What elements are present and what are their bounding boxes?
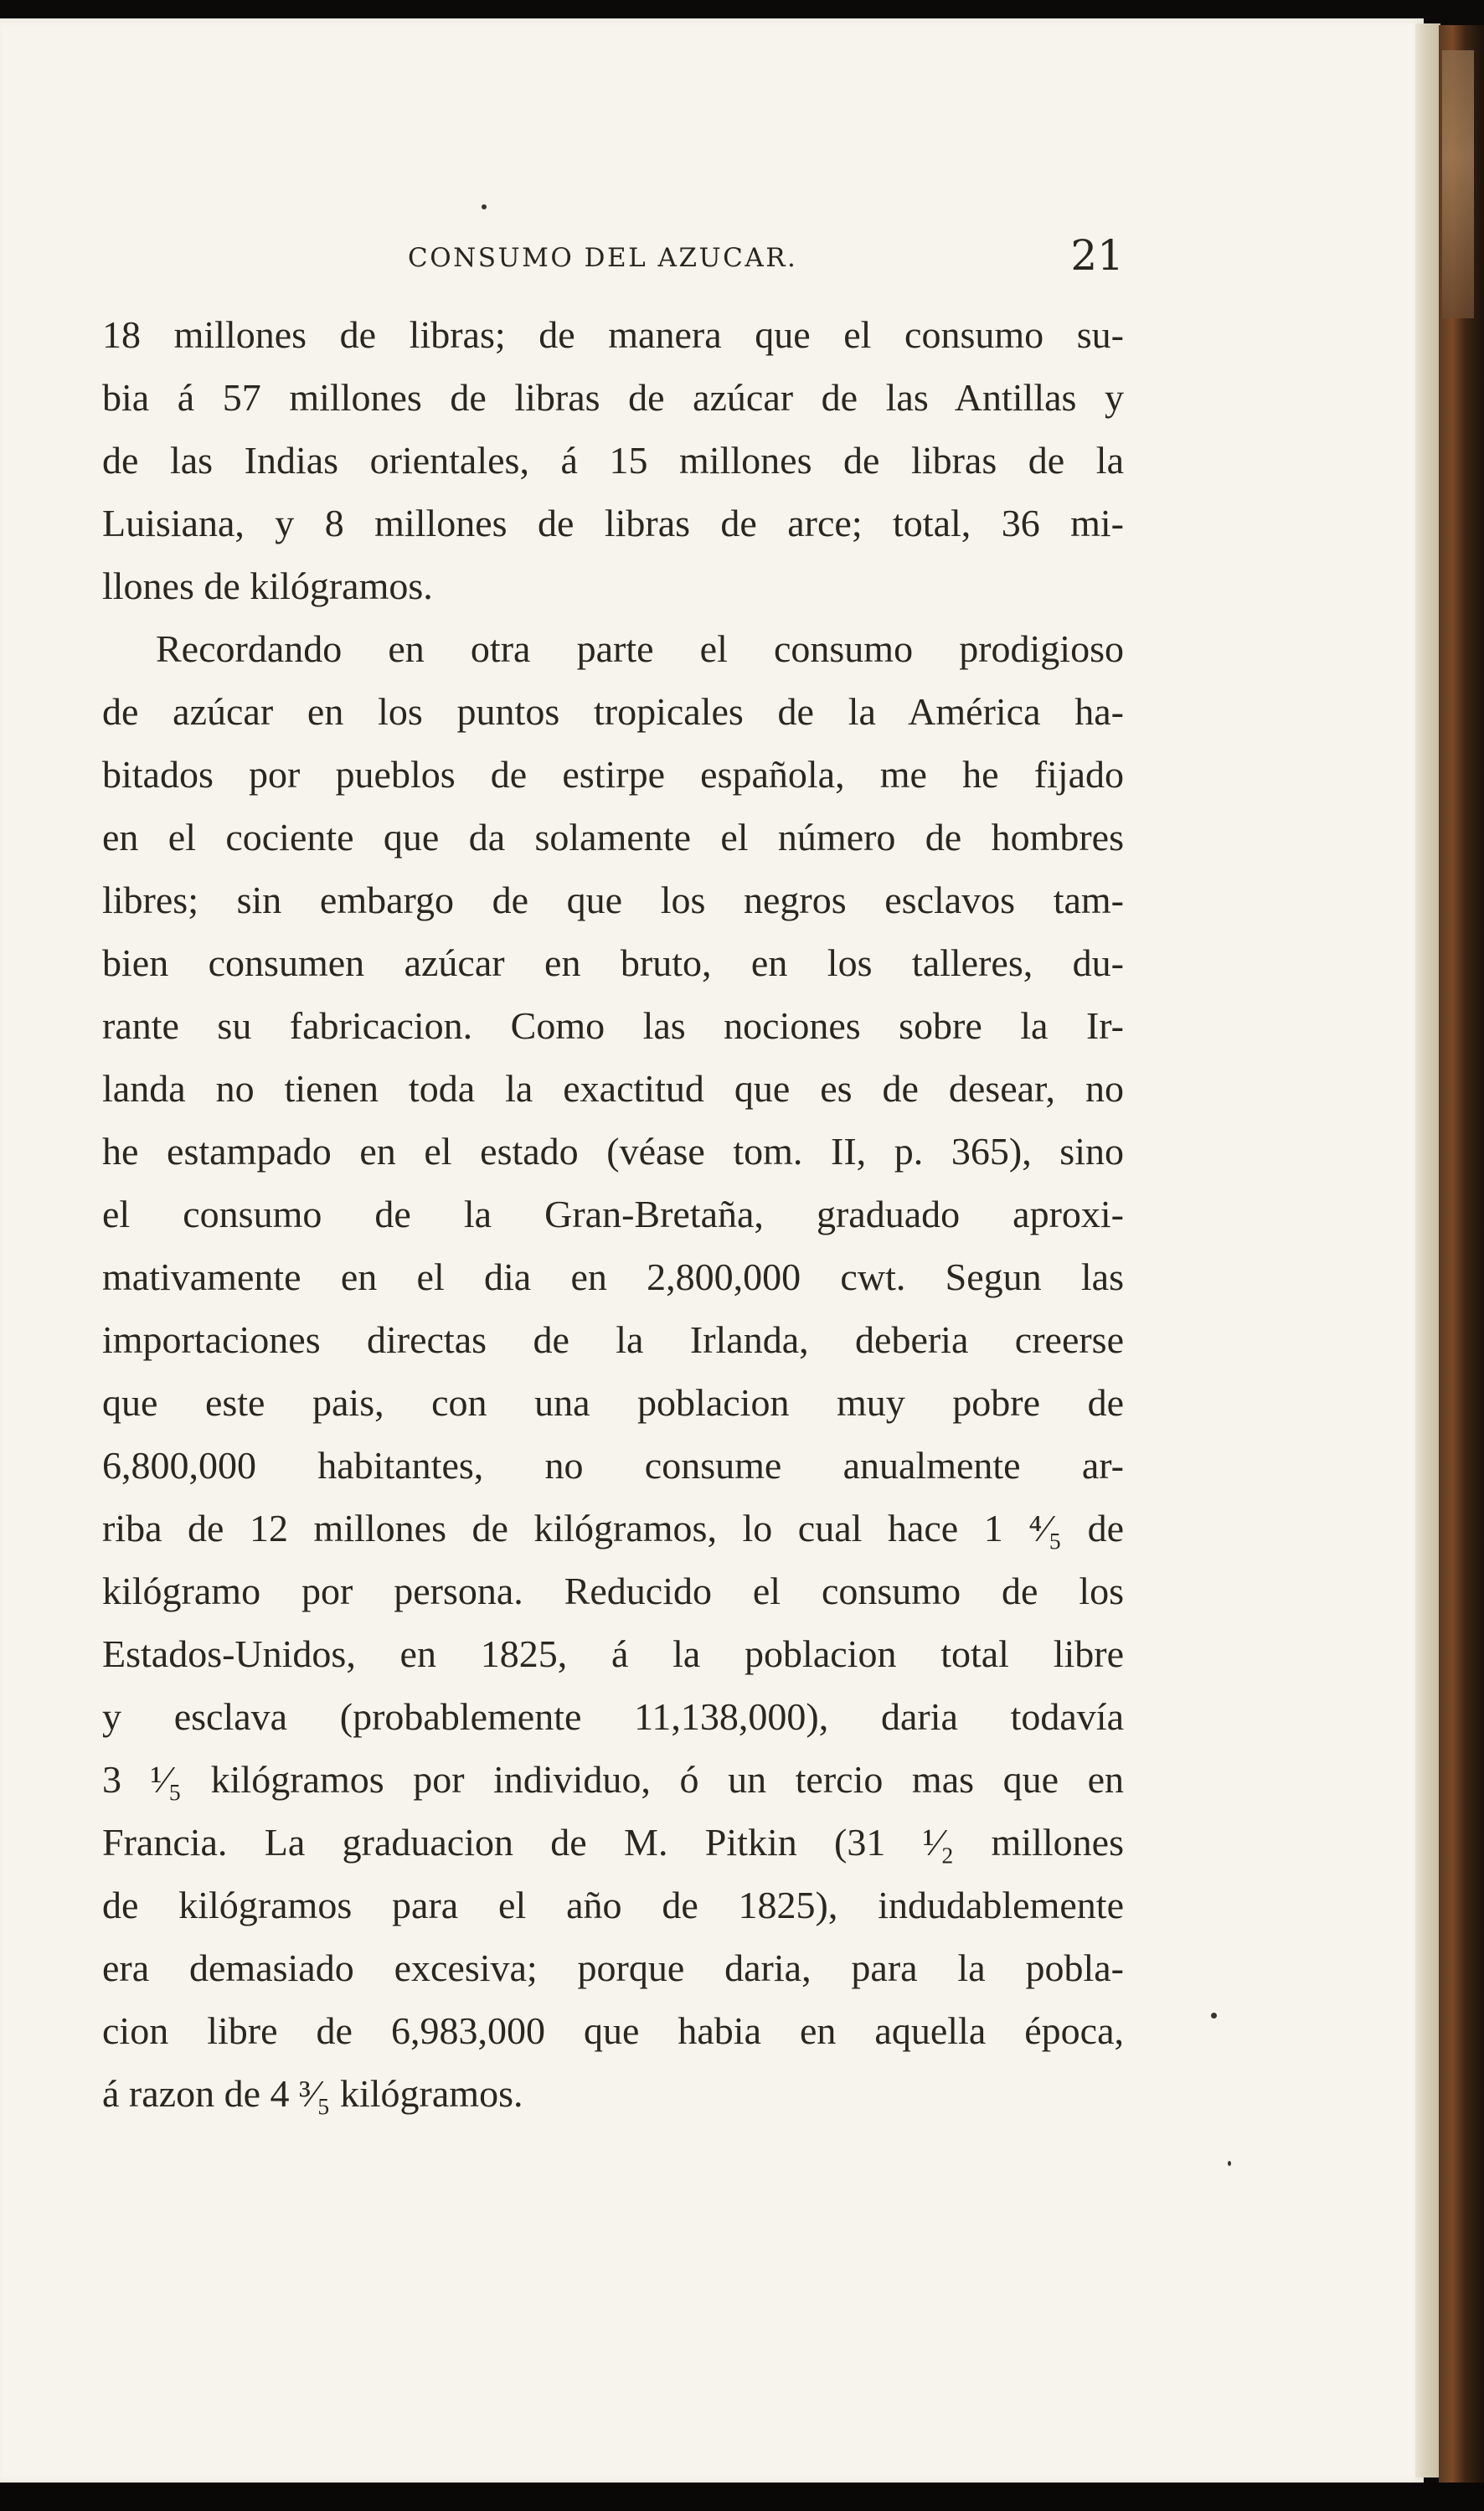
page-number: 21 (1070, 231, 1124, 280)
text-line: Estados-Unidos, en 1825, á la poblacion total libre (102, 1632, 1124, 1675)
text-line: llones de kilógramos. (102, 565, 433, 607)
text-line: de las Indias orientales, á 15 millones de libras de la (102, 439, 1124, 482)
text-line: 3 ¹⁄₅ kilógramos por individuo, ó un tercio mas que en (102, 1758, 1124, 1801)
text-line: he estampado en el estado (véase tom. II, p. 365), sino (102, 1130, 1124, 1173)
text-line: kilógramo por persona. Reducido el consumo de los (102, 1570, 1124, 1612)
text-line: cion libre de 6,983,000 que habia en aquella época, (102, 2009, 1124, 2052)
text-line: Luisiana, y 8 millones de libras de arce; total, 36 mi- (102, 502, 1124, 544)
text-line: mativamente en el dia en 2,800,000 cwt. Segun las (102, 1256, 1124, 1298)
text-line: 18 millones de libras; de manera que el consumo su- (102, 313, 1124, 356)
text-line: y esclava (probablemente 11,138,000), daria todavía (102, 1695, 1124, 1738)
text-line: landa no tienen toda la exactitud que es de desear, no (102, 1067, 1124, 1110)
ink-speck (482, 204, 487, 209)
book-spine (1439, 25, 1484, 2488)
text-line: bien consumen azúcar en bruto, en los talleres, du- (102, 941, 1124, 984)
spine-wear (1442, 50, 1474, 318)
ink-speck (1228, 2161, 1231, 2166)
page-edge (1415, 23, 1440, 2477)
text-line: Francia. La graduacion de M. Pitkin (31 ¹⁄₂ millones (102, 1821, 1124, 1864)
paragraph-start-line: Recordando en otra parte el consumo prodigioso (156, 627, 1124, 670)
text-line: bia á 57 millones de libras de azúcar de las Antillas y (102, 376, 1124, 419)
text-line: á razon de 4 ³⁄₅ kilógramos. (102, 2072, 523, 2115)
text-line: de kilógramos para el año de 1825), indudablemente (102, 1884, 1124, 1926)
text-line: riba de 12 millones de kilógramos, lo cual hace 1 ⁴⁄₅ de (102, 1507, 1124, 1549)
ink-speck (1211, 2013, 1217, 2019)
text-line: bitados por pueblos de estirpe española, me he fijado (102, 753, 1124, 796)
text-line: de azúcar en los puntos tropicales de la América ha- (102, 690, 1124, 733)
text-line: 6,800,000 habitantes, no consume anualmente ar- (102, 1444, 1124, 1487)
text-line: rante su fabricacion. Como las nociones sobre la Ir- (102, 1004, 1124, 1047)
text-line: en el cociente que da solamente el número de hombres (102, 816, 1124, 858)
page-header (102, 231, 1124, 286)
text-line: que este pais, con una poblacion muy pobre de (102, 1381, 1124, 1424)
text-line: importaciones directas de la Irlanda, deberia creerse (102, 1318, 1124, 1361)
text-line: libres; sin embargo de que los negros esclavos tam- (102, 879, 1124, 921)
running-title: CONSUMO DEL AZUCAR. (408, 243, 798, 273)
text-line: el consumo de la Gran-Bretaña, graduado aproxi- (102, 1193, 1124, 1235)
text-line: era demasiado excesiva; porque daria, para la pobla- (102, 1946, 1124, 1989)
body-text (102, 303, 1124, 2125)
scan-border (0, 2483, 1484, 2511)
